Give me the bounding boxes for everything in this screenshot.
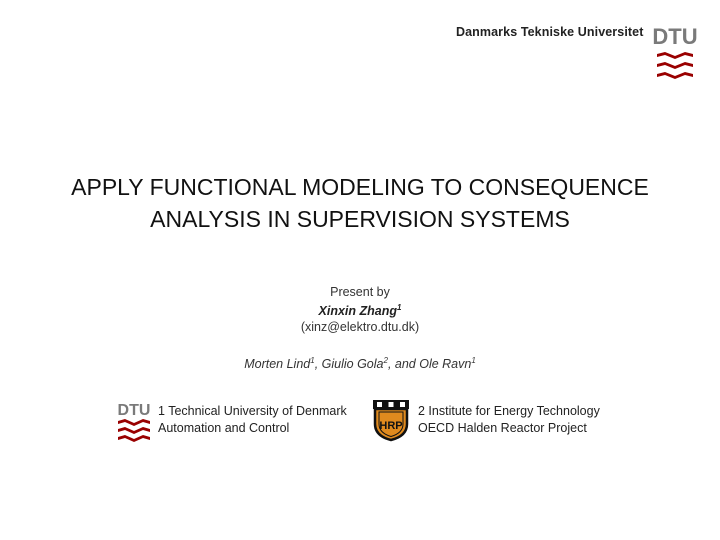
slide-title-line-1: APPLY FUNCTIONAL MODELING TO CONSEQUENCE — [71, 174, 649, 200]
presenter-affiliation-sup: 1 — [397, 302, 402, 312]
author-sup: 1 — [471, 355, 476, 365]
presenter-name — [0, 304, 720, 318]
affiliation-line-1: 1 Technical University of Denmark — [158, 404, 347, 418]
affiliation-dtu — [158, 403, 347, 437]
dtu-affiliation-logo — [116, 400, 152, 444]
author-name: Ole Ravn — [419, 357, 472, 371]
hrp-logo-text: HRP — [379, 420, 403, 432]
author-separator: , — [314, 357, 322, 371]
author-separator: , and — [387, 357, 420, 371]
author-sup: 2 — [383, 355, 388, 365]
hrp-logo — [370, 398, 412, 442]
author-list — [0, 357, 720, 371]
slide-title — [40, 171, 680, 235]
dtu-affiliation-logo-text: DTU — [117, 402, 151, 419]
affiliation-line-2: Automation and Control — [158, 421, 290, 435]
presenter-intro: Present by — [330, 285, 390, 299]
presenter-email: (xinz@elektro.dtu.dk) — [300, 320, 420, 334]
presenter-name-text: Xinxin Zhang — [318, 304, 398, 318]
dtu-logo-text: DTU — [652, 24, 698, 49]
dtu-logo — [652, 24, 698, 84]
affiliation-line-2: OECD Halden Reactor Project — [418, 421, 587, 435]
slide-title-line-2: ANALYSIS IN SUPERVISION SYSTEMS — [150, 206, 570, 232]
university-name: Danmarks Tekniske Universitet — [456, 25, 644, 39]
author-name: Giulio Gola — [321, 357, 384, 371]
affiliation-line-1: 2 Institute for Energy Technology — [418, 404, 600, 418]
affiliation-ife — [418, 403, 600, 437]
dtu-logo-wave-mark — [657, 52, 693, 79]
author-sup: 1 — [310, 355, 315, 365]
author-name: Morten Lind — [244, 357, 311, 371]
dtu-affiliation-wave-mark — [118, 419, 150, 442]
